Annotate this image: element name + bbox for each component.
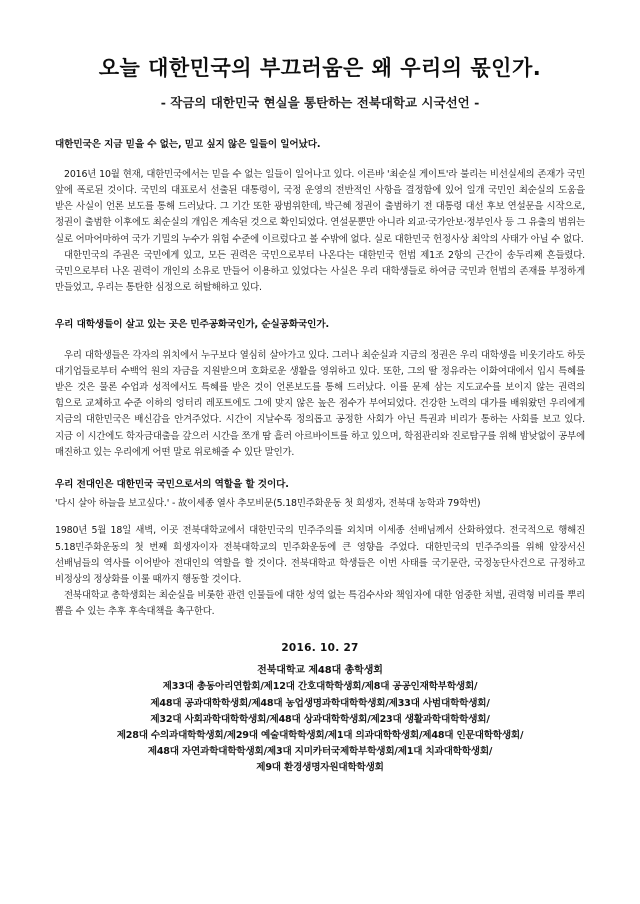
signature-block <box>55 620 585 776</box>
spacer <box>55 461 585 478</box>
spacer <box>55 296 585 318</box>
document-body <box>55 112 585 621</box>
signature-org-line: 제33대 총동아리연합회/제12대 간호대학학생회/제8대 공공인재학부학생회/ <box>162 681 478 693</box>
document-title: 오늘 대한민국의 부끄러움은 왜 우리의 몫인가. <box>98 56 542 80</box>
signature-main-organization: 전북대학교 제48대 총학생회 <box>257 665 383 677</box>
section-3-heading: 우리 전대인은 대한민국 국민으로서의 역할을 할 것이다. <box>55 478 289 490</box>
section-3-paragraph-2: 전북대학교 총학생회는 최순실을 비롯한 관련 인물들에 대한 성역 없는 특검수사와 책임자에 대한 엄중한 처벌, 권력형 비리를 뿌리 뽑을 수 있는 추후 후속대책을 촉구한다. <box>55 590 585 618</box>
section-3-memorial-quote: '다시 살아 하늘을 보고싶다.' - 故이세종 열사 추모비문(5.18민주화운동 첫 희생자, 전북대 농학과 79학번) <box>55 498 481 510</box>
section-1-paragraph-1: 2016년 10월 현재, 대한민국에서는 믿을 수 없는 일들이 일어나고 있다. 이른바 '최순실 게이트'라 불리는 비선실세의 존재가 국민 앞에 폭로된 것이다. 국민의 대표로서 선출된 대통령이, 국정 운영의 전반적인 사항을 결정함에 있어 일개 국민인 최순실의 도움을 받은 사실이 언론 보도를 통해 드러났다. 그 기간 또한 광범위한데, 박근혜 정권이 출범하기 전 대통령 대선 후보 연설문을 시작으로, 정권이 출범한 이후에도 최순실의 개입은 계속된 것으로 확인되었다. 연설문뿐만 아니라 외교·국가안보·정부인사 등 그 유출의 범위는 실로 어마어마하여 국가 기밀의 누수가 위험 수준에 이르렀다고 볼 수밖에 없다. 실로 대한민국 헌정사상 최악의 사태가 아닐 수 없다. <box>55 168 585 245</box>
document-subtitle: - 작금의 대한민국 현실을 통탄하는 전북대학교 시국선언 - <box>160 95 480 111</box>
section-3 <box>55 478 585 621</box>
spacer <box>55 512 585 523</box>
spacer <box>55 337 585 348</box>
signature-org-line: 제48대 공과대학학생회/제48대 농업생명과학대학학생회/제33대 사범대학학생회/ <box>150 697 490 709</box>
signature-org-line: 제28대 수의과대학학생회/제29대 예술대학학생회/제1대 의과대학학생회/제48대 인문대학학생회/ <box>116 729 524 741</box>
section-1-heading: 대한민국은 지금 믿을 수 없는, 믿고 싶지 않은 일들이 일어났다. <box>55 138 321 150</box>
section-1 <box>55 138 585 297</box>
signature-org-line: 제9대 환경생명자원대학학생회 <box>256 761 384 773</box>
signature-org-line: 제32대 사회과학대학학생회/제48대 상과대학학생회/제23대 생활과학대학학생회/ <box>150 713 490 725</box>
section-3-paragraph-1: 1980년 5월 18일 새벽, 이곳 전북대학교에서 대한민국의 민주주의를 외치며 이세종 선배님께서 산화하였다. 전국적으로 행해진 5.18민주화운동의 첫 번째 희생자이자 전북대학교의 민주화운동에 큰 영향을 주었다. 대한민국의 민주주의를 위해 앞장서신 선배님들의 역사를 이어받아 전대인의 역할을 할 것이다. 전북대학교 학생들은 이번 사태를 국기문란, 국정농단사건으로 규정하고 비정상의 정상화를 이룰 때까지 행동할 것이다. <box>55 525 585 585</box>
spacer <box>55 156 585 167</box>
section-2 <box>55 318 585 461</box>
section-2-paragraph-1: 우리 대학생들은 각자의 위치에서 누구보다 열심히 살아가고 있다. 그러나 최순실과 지금의 정권은 우리 대학생을 비웃기라도 하듯 대기업들로부터 수백억 원의 자금을 지원받으며 호화로운 생활을 영위하고 있다. 또한, 그의 딸 정유라는 이화여대에서 입시 특혜를 받은 것은 물론 수업과 성적에서도 특혜를 받은 것이 언론보도를 통해 드러났다. 이를 문제 삼는 지도교수를 보이지 않는 권력의 힘으로 교체하고 수준 이하의 엉터리 레포트에도 그에 맞지 않은 높은 점수가 부여되었다. 건강한 노력의 대가를 배워왔던 우리에게 지금의 대한민국은 배신감을 안겨주었다. 시간이 지날수록 정의롭고 공정한 사회가 아닌 특권과 비리가 통하는 사회를 보고 있다. 지금 이 시간에도 학자금대출을 갚으러 시간을 쪼개 땀 흘러 아르바이트를 하고 있으며, 학점관리와 진로탐구를 위해 밤낮없이 공부에 매진하고 있는 우리에게 어떤 말로 위로해줄 수 있단 말인가. <box>55 349 585 458</box>
section-1-paragraph-2: 대한민국의 주권은 국민에게 있고, 모든 권력은 국민으로부터 나온다는 대한민국 헌법 제1조 2항의 근간이 송두리째 흔들렸다. 국민으로부터 나온 권력이 개인의 소유로 만들어 이용하고 있었다는 사실은 우리 대학생들로 하여금 국민과 헌법의 존재를 부정하게 만들었고, 우리는 통탄한 심정으로 허탈해하고 있다. <box>55 249 585 294</box>
signature-org-line: 제48대 자연과학대학학생회/제3대 지미카터국제학부학생회/제1대 치과대학학생회/ <box>147 745 493 757</box>
section-2-heading: 우리 대학생들이 살고 있는 곳은 민주공화국인가, 순실공화국인가. <box>55 319 330 331</box>
signature-date: 2016. 10. 27 <box>281 642 359 655</box>
